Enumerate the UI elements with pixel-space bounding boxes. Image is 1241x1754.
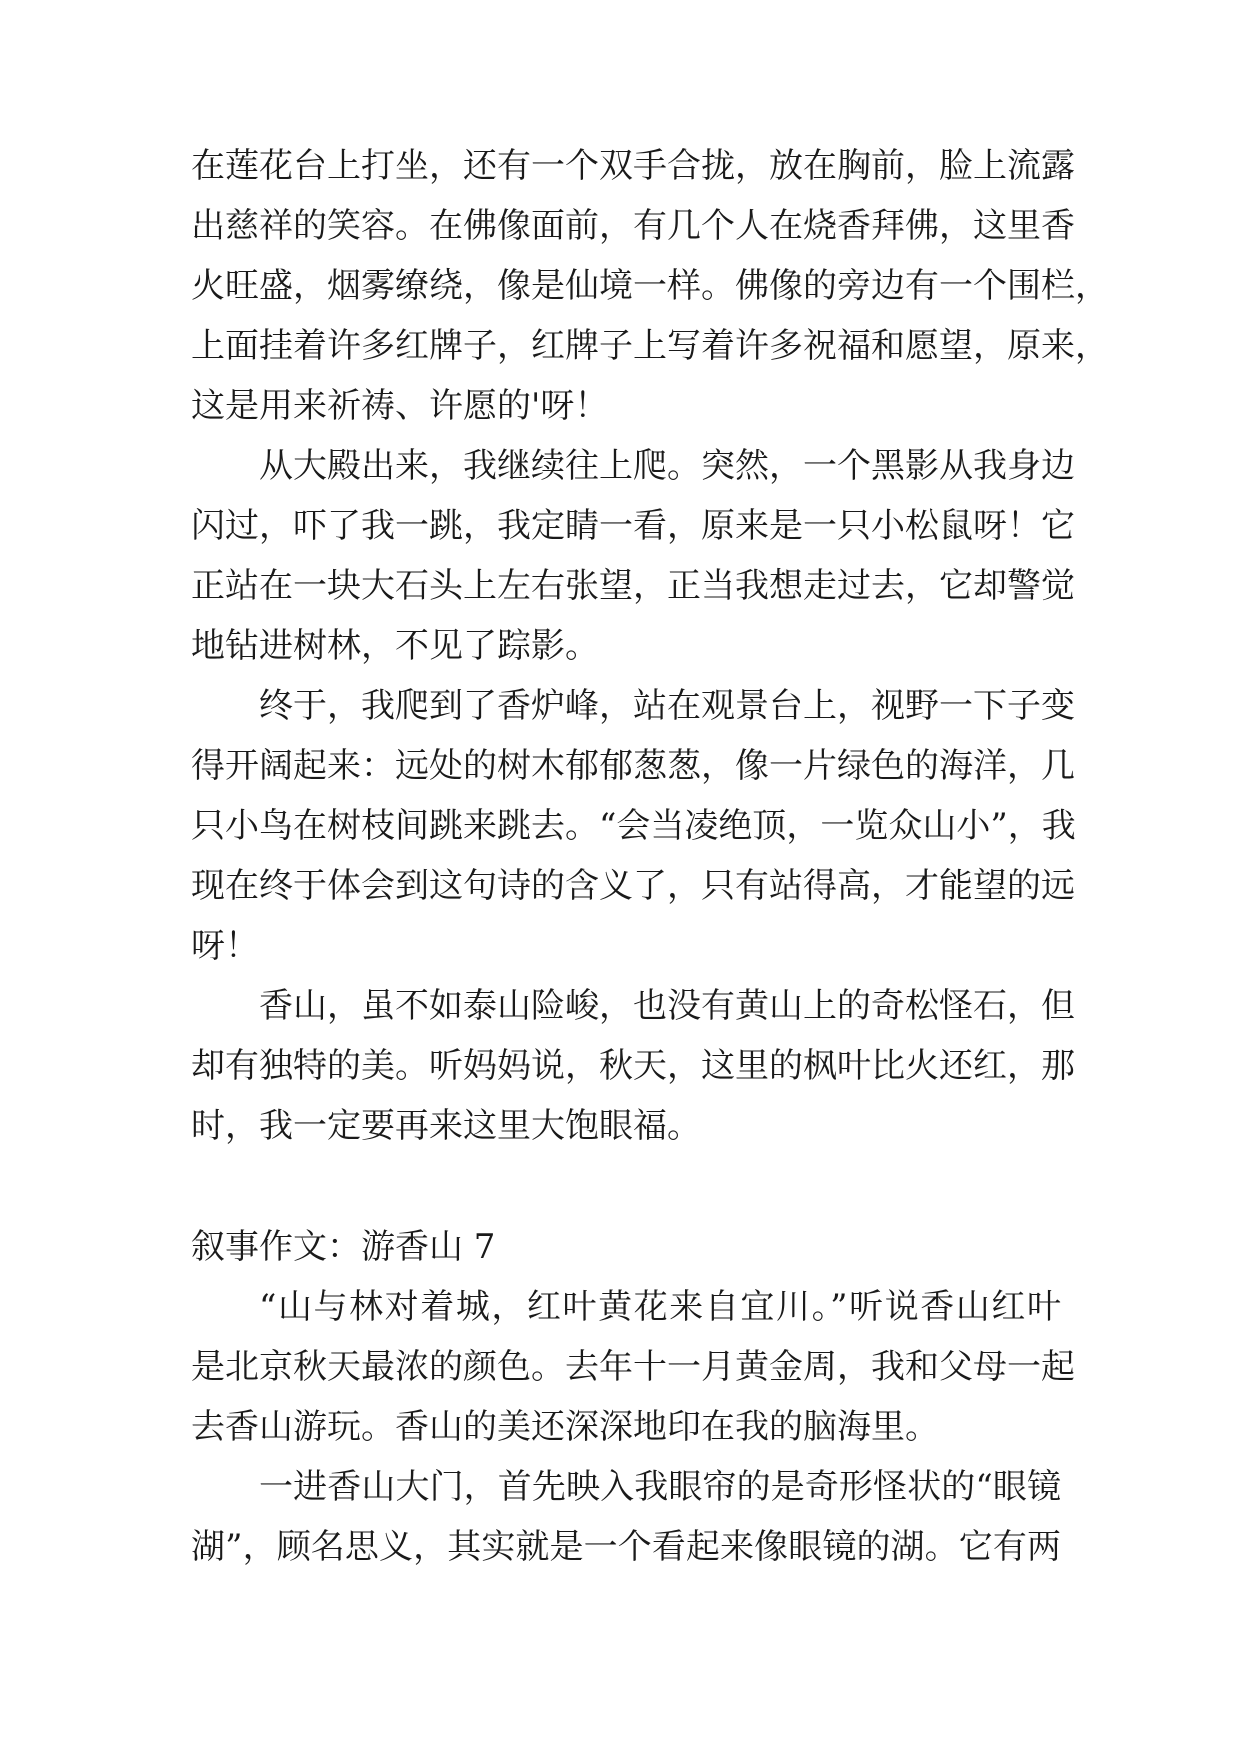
- text-line: 香山，虽不如泰山险峻，也没有黄山上的奇松怪石，但: [259, 986, 1075, 1026]
- text-line: 湖”，顾名思义，其实就是一个看起来像眼镜的湖。它有两: [191, 1527, 1061, 1567]
- text-line: 终于，我爬到了香炉峰，站在观景台上，视野一下子变: [259, 686, 1075, 726]
- section-heading: 叙事作文：游香山 7: [191, 1227, 496, 1267]
- text-line: 去香山游玩。香山的美还深深地印在我的脑海里。: [191, 1407, 939, 1447]
- text-line: 正站在一块大石头上左右张望，正当我想走过去，它却警觉: [191, 566, 1075, 606]
- text-line: 出慈祥的笑容。在佛像面前，有几个人在烧香拜佛，这里香: [191, 206, 1075, 246]
- text-line: 是北京秋天最浓的颜色。去年十一月黄金周，我和父母一起: [191, 1347, 1075, 1387]
- text-line: 火旺盛，烟雾缭绕，像是仙境一样。佛像的旁边有一个围栏，: [191, 266, 1109, 306]
- text-line: 时，我一定要再来这里大饱眼福。: [191, 1106, 701, 1146]
- text-line: “山与林对着城，红叶黄花来自宜川。”听说香山红叶: [259, 1287, 1061, 1327]
- text-line: 地钻进树林，不见了踪影。: [191, 626, 599, 666]
- text-line: 闪过，吓了我一跳，我定睛一看，原来是一只小松鼠呀！它: [191, 506, 1075, 546]
- text-line: 从大殿出来，我继续往上爬。突然，一个黑影从我身边: [259, 446, 1075, 486]
- text-line: 得开阔起来：远处的树木郁郁葱葱，像一片绿色的海洋，几: [191, 746, 1075, 786]
- text-line: 一进香山大门，首先映入我眼帘的是奇形怪状的“眼镜: [259, 1467, 1061, 1507]
- text-line: 现在终于体会到这句诗的含义了，只有站得高，才能望的远: [191, 866, 1075, 906]
- text-line: 只小鸟在树枝间跳来跳去。“会当凌绝顶，一览众山小”，我: [191, 806, 1076, 846]
- text-line: 却有独特的美。听妈妈说，秋天，这里的枫叶比火还红，那: [191, 1046, 1075, 1086]
- text-line: 在莲花台上打坐，还有一个双手合拢，放在胸前，脸上流露: [191, 146, 1075, 186]
- text-line: 呀！: [191, 926, 259, 966]
- text-line: 这是用来祈祷、许愿的'呀！: [191, 386, 609, 426]
- text-line: 上面挂着许多红牌子，红牌子上写着许多祝福和愿望，原来，: [191, 326, 1109, 366]
